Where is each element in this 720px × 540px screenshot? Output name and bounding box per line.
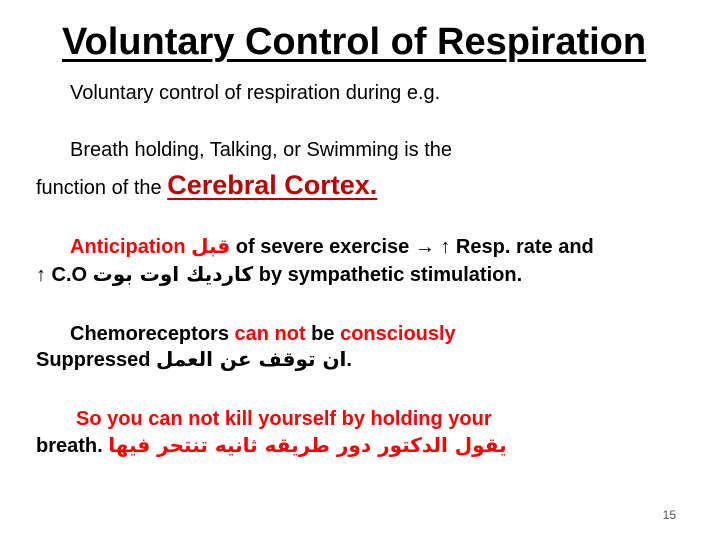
anticipation-term: Anticipation [70,236,192,258]
paragraph-4-line-1: So you can not kill yourself by holding your [76,408,492,430]
text-segment: . [346,349,352,371]
paragraph-3-line-1 [70,321,456,347]
paragraph-3-line-2 [36,346,352,373]
text-segment: function of the [36,177,168,199]
paragraph-1-line-3 [36,172,377,201]
paragraph-2-line-1 [70,233,594,260]
slide-title: Voluntary Control of Respiration [62,21,647,63]
text-segment: by sympathetic stimulation. [253,264,523,286]
consciously-highlight: consciously [340,323,456,345]
text-segment: be [305,323,341,345]
paragraph-2-line-2 [36,261,522,288]
text-segment: ↑ C.O [36,264,93,286]
text-segment: of severe exercise → ↑ Resp. rate and [230,236,594,258]
arabic-note: قبل [191,234,231,258]
paragraph-1-line-2: Breath holding, Talking, or Swimming is the [70,139,453,161]
can-not-highlight: can not [234,323,306,345]
text-segment: breath. [36,435,109,457]
arabic-note: ان توقف عن العمل [156,347,347,371]
arabic-note: كارديك اوت بوت [92,262,254,286]
arabic-note: يقول الدكتور دور طريقه ثانيه تنتحر فيها [108,433,507,457]
cerebral-cortex-highlight: Cerebral Cortex. [167,170,378,200]
page-number: 15 [662,508,676,522]
paragraph-1-line-1: Voluntary control of respiration during e.g. [70,82,441,104]
text-segment: Chemoreceptors [70,323,235,345]
text-segment: Suppressed [36,349,157,371]
paragraph-4-line-2 [36,432,507,459]
